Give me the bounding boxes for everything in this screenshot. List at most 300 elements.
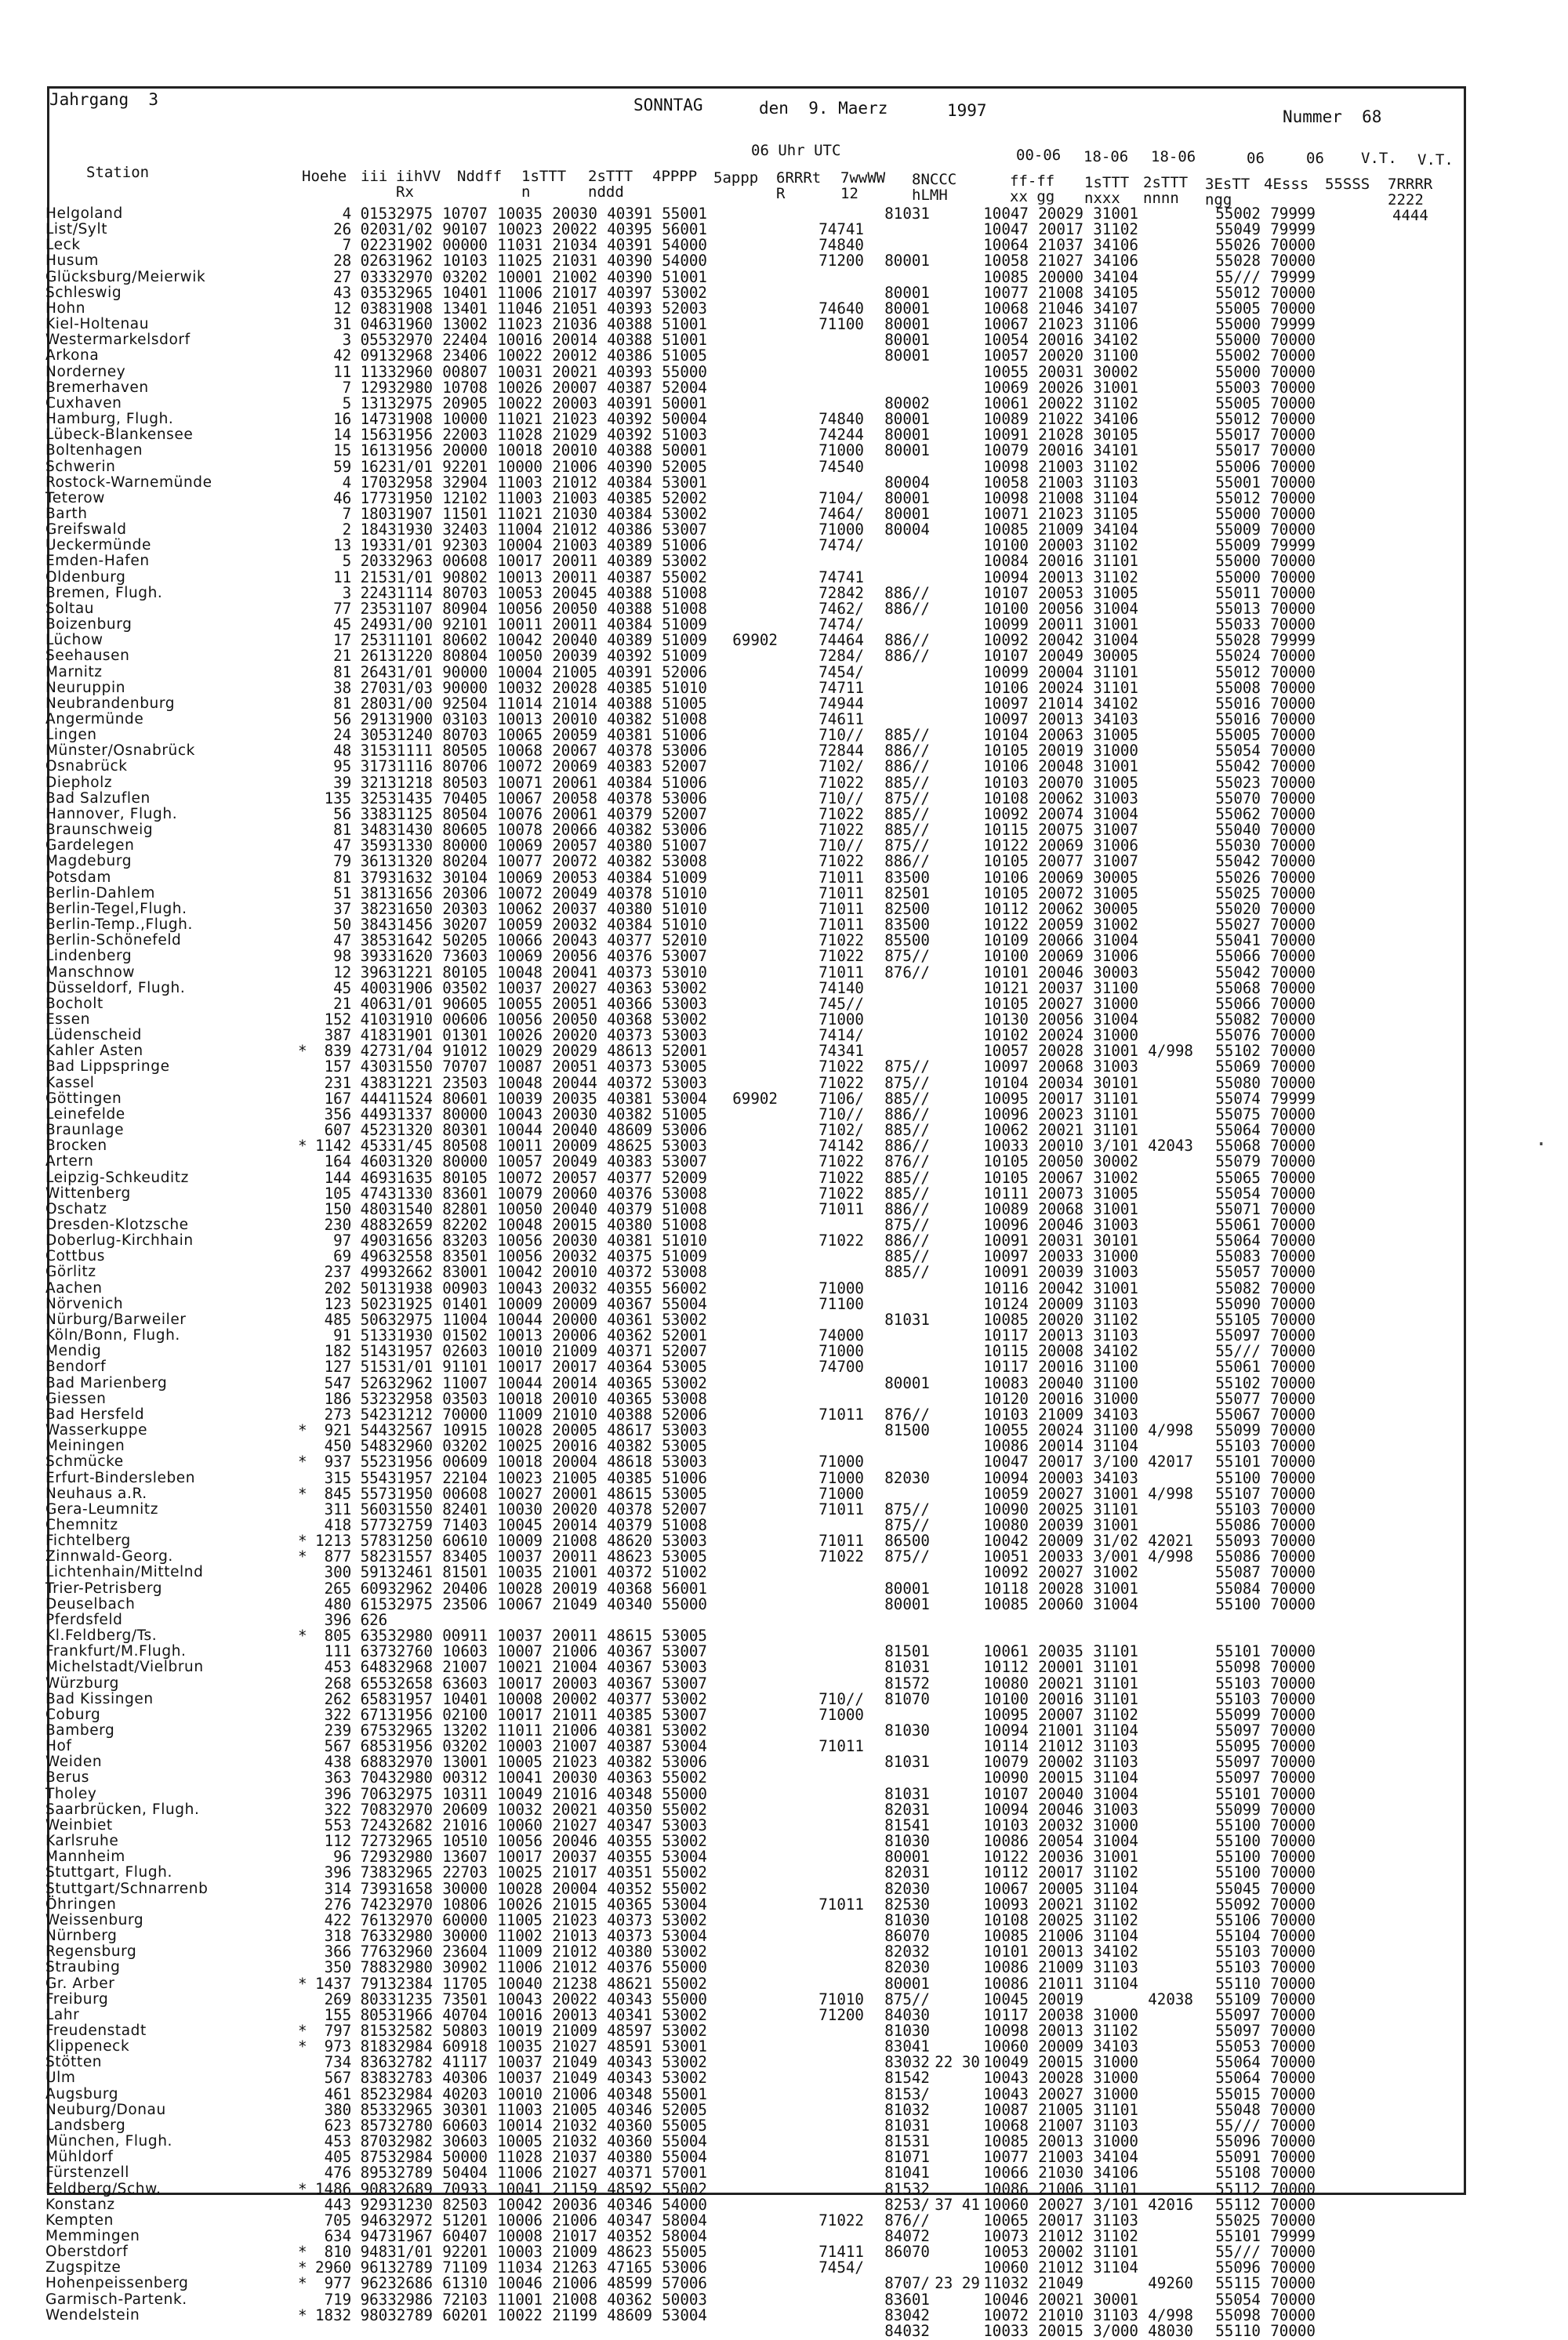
cloud-group — [884, 996, 935, 1012]
max-temperature: 10092 — [983, 631, 1029, 650]
mountain-marker — [298, 2134, 315, 2150]
min-temperature: 20046 — [1038, 963, 1083, 981]
pressure-tendency: 53002 — [662, 2021, 707, 2040]
pressure: 40347 — [607, 2211, 652, 2229]
precipitation — [732, 1581, 818, 1597]
dewpoint: 20010 — [552, 1263, 597, 1282]
snow-group — [1148, 2260, 1215, 2276]
cloud-visibility: 32689 — [387, 2179, 433, 2198]
pressure: 48591 — [607, 2037, 652, 2056]
mountain-marker — [298, 443, 315, 459]
weather: 71000 — [818, 1010, 864, 1029]
sunshine: 55/// — [1215, 1342, 1261, 1361]
max-temperature: 10043 — [983, 2069, 1029, 2088]
dewpoint: 21030 — [552, 504, 597, 523]
cloud-visibility: 31906 — [387, 978, 433, 997]
cloud-group: 876// — [884, 2211, 930, 2229]
wind-group: 80703 — [442, 583, 488, 602]
mountain-marker — [298, 1881, 315, 1897]
sunshine: 55101 — [1215, 1453, 1261, 1471]
cloud-visibility: 32968 — [387, 346, 433, 365]
cloud-visibility: 31950 — [387, 1484, 433, 1503]
cloud-group: 80001 — [884, 1579, 930, 1598]
sunshine: 55080 — [1215, 1073, 1261, 1092]
wind-max — [935, 2087, 983, 2102]
max-temperature: 10064 — [983, 236, 1029, 255]
weather: 7414/ — [818, 1026, 864, 1045]
wind-max — [935, 1202, 983, 1217]
cloud-visibility: 31956 — [387, 426, 433, 444]
sunshine: 55102 — [1215, 1042, 1261, 1061]
ground-group: 31101 — [1093, 1105, 1138, 1123]
max-temperature: 10066 — [983, 2164, 1029, 2182]
sunshine: 55009 — [1215, 521, 1261, 539]
sunshine: 55025 — [1215, 2211, 1261, 2229]
max-temperature: 10085 — [983, 1927, 1029, 1946]
dewpoint: 21013 — [552, 1927, 597, 1946]
pressure: 48599 — [607, 2274, 652, 2293]
mountain-marker — [298, 459, 315, 475]
pressure-tendency: 51010 — [662, 883, 707, 902]
mountain-marker — [298, 1217, 315, 1233]
pressure: 40373 — [607, 1058, 652, 1076]
table-row — [45, 1423, 1325, 1438]
precip-24h: 70000 — [1270, 1784, 1316, 1803]
max-temperature: 10085 — [983, 521, 1029, 539]
cloud-visibility: 32965 — [387, 283, 433, 302]
station-name: Göttingen — [45, 1090, 122, 1107]
weather: 71000 — [818, 1484, 864, 1503]
weather — [818, 1834, 884, 1849]
pressure-tendency: 53003 — [662, 1421, 707, 1440]
station-height: 37 — [333, 899, 352, 918]
cloud-visibility: 32970 — [387, 1800, 433, 1819]
dewpoint: 20029 — [552, 1042, 597, 1061]
ground-group: 31103 — [1093, 1326, 1138, 1345]
snow-group — [1148, 380, 1215, 396]
station-name: Deuselbach — [45, 1595, 136, 1613]
sunshine: 55097 — [1215, 1769, 1261, 1787]
min-temperature: 20015 — [1038, 1769, 1083, 1787]
mountain-marker — [298, 996, 315, 1012]
max-temperature: 10086 — [983, 1437, 1029, 1456]
cloud-group: 82501 — [884, 883, 930, 902]
station-height: 69 — [333, 1247, 352, 1266]
station-index: 870 — [360, 2132, 388, 2151]
snow-group — [1148, 270, 1215, 285]
station-name: Berlin-Schönefeld — [45, 932, 182, 949]
precipitation — [732, 1076, 818, 1091]
table-row — [45, 696, 1325, 712]
min-temperature: 20035 — [1038, 1642, 1083, 1661]
wind-group: 40203 — [442, 2084, 488, 2103]
cloud-visibility: 31957 — [387, 1342, 433, 1361]
max-temperature: 10091 — [983, 426, 1029, 444]
pressure: 40367 — [607, 1674, 652, 1692]
precipitation — [732, 553, 818, 569]
table-row — [45, 1107, 1325, 1123]
wind-group: 81501 — [442, 1563, 488, 1582]
column-header-code: 1sTTT — [1084, 174, 1130, 191]
station-index: 438 — [360, 1073, 388, 1092]
mountain-marker — [298, 854, 315, 869]
station-name: Glücksburg/Meierwik — [45, 268, 206, 285]
ground-group: 31001 — [1093, 1042, 1138, 1061]
station-index: 708 — [360, 1800, 388, 1819]
wind-group: 01401 — [442, 1294, 488, 1313]
station-index: 449 — [360, 1105, 388, 1123]
wind-max — [935, 1692, 983, 1707]
column-header-code: 2sTTT — [1143, 174, 1189, 191]
temperature: 10076 — [497, 804, 543, 823]
weather: 71022 — [818, 1168, 864, 1187]
table-row — [45, 1676, 1325, 1692]
weather — [818, 1312, 884, 1328]
cloud-visibility: 31/01 — [387, 568, 433, 586]
max-temperature: 10122 — [983, 916, 1029, 934]
pressure-tendency: 53002 — [662, 1943, 707, 1961]
cloud-group: 886// — [884, 583, 930, 602]
table-row — [45, 1233, 1325, 1249]
min-temperature: 21037 — [1038, 236, 1083, 255]
group-vt2: V.T. — [1417, 151, 1454, 169]
pressure-tendency: 52002 — [662, 488, 707, 507]
cloud-visibility: 32682 — [387, 1816, 433, 1834]
weather — [818, 1644, 884, 1660]
wind-max — [935, 1644, 983, 1660]
dewpoint: 20011 — [552, 1627, 597, 1645]
precip-24h: 70000 — [1270, 599, 1316, 618]
min-temperature: 21003 — [1038, 2148, 1083, 2167]
precipitation — [732, 1628, 818, 1644]
weather: 71000 — [818, 1453, 864, 1471]
station-index: 875 — [360, 2148, 388, 2167]
mountain-marker — [298, 1344, 315, 1359]
pressure: 48625 — [607, 1137, 652, 1155]
sunshine: 55110 — [1215, 1974, 1261, 1993]
min-temperature: 21049 — [1038, 2274, 1083, 2293]
mountain-marker — [298, 2229, 315, 2244]
precipitation — [732, 1787, 818, 1802]
sunshine: 55093 — [1215, 1532, 1261, 1551]
column-header — [912, 172, 956, 203]
precip-24h: 70000 — [1270, 2148, 1316, 2167]
precipitation — [732, 522, 818, 538]
sunshine: 55011 — [1215, 583, 1261, 602]
mountain-marker — [298, 1660, 315, 1675]
wind-max — [935, 1043, 983, 1059]
dewpoint: 20010 — [552, 710, 597, 728]
ground-group: 31103 — [1093, 1958, 1138, 1977]
cloud-group: 83042 — [884, 2306, 930, 2324]
temperature: 10010 — [497, 2084, 543, 2103]
station-height: 476 — [324, 2164, 352, 2182]
wind-max — [935, 1565, 983, 1580]
precipitation — [732, 1644, 818, 1660]
station-height: 2960 — [315, 2258, 352, 2277]
wind-group: 70405 — [442, 789, 488, 807]
ground-group: 31004 — [1093, 1784, 1138, 1803]
cloud-group: 86500 — [884, 1532, 930, 1551]
cloud-group — [884, 680, 935, 696]
ground-group: 31101 — [1093, 1642, 1138, 1661]
pressure-tendency: 57001 — [662, 2164, 707, 2182]
station-index: 406 — [360, 994, 388, 1013]
wind-group: 23604 — [442, 1943, 488, 1961]
dewpoint: 21006 — [552, 1721, 597, 1740]
table-row — [45, 1928, 1325, 1944]
max-temperature: 10112 — [983, 1658, 1029, 1677]
weather: 710// — [818, 1105, 864, 1123]
min-temperature: 20019 — [1038, 1990, 1083, 2008]
pressure-tendency: 53004 — [662, 1089, 707, 1108]
wind-max — [935, 1549, 983, 1565]
station-name: Teterow — [45, 489, 106, 506]
wind-group: 20000 — [442, 441, 488, 460]
cloud-group: 81542 — [884, 2069, 930, 2088]
station-name: Michelstadt/Vielbrun — [45, 1659, 204, 1676]
station-index: 359 — [360, 836, 388, 855]
temperature: 11003 — [497, 488, 543, 507]
ground-group: 31000 — [1093, 1026, 1138, 1045]
mountain-marker — [298, 1391, 315, 1407]
scan-mark: · — [1535, 1133, 1548, 1156]
table-row — [45, 1407, 1325, 1423]
max-temperature: 10130 — [983, 1010, 1029, 1029]
pressure: 40385 — [607, 488, 652, 507]
mountain-marker — [298, 1944, 315, 1960]
min-temperature: 20017 — [1038, 220, 1083, 239]
precipitation — [732, 1849, 818, 1865]
wind-max — [935, 1028, 983, 1043]
weather: 74944 — [818, 694, 864, 713]
ground-group: 31104 — [1093, 1721, 1138, 1740]
cloud-visibility: 31632 — [387, 868, 433, 887]
year-label: 1997 — [947, 101, 987, 120]
station-index: 235 — [360, 599, 388, 618]
sunshine: 55033 — [1215, 615, 1261, 634]
precipitation — [732, 665, 818, 680]
pressure-tendency: 51010 — [662, 1232, 707, 1250]
cloud-visibility: 31/01 — [387, 536, 433, 555]
column-header — [1388, 176, 1432, 208]
station-height: 300 — [324, 1563, 352, 1582]
min-temperature: 21023 — [1038, 315, 1083, 334]
weather — [818, 2308, 884, 2324]
precipitation — [732, 680, 818, 696]
precip-24h: 70000 — [1270, 2211, 1316, 2229]
max-temperature: 10046 — [983, 2290, 1029, 2309]
cloud-visibility: 32960 — [387, 1943, 433, 1961]
weather: 72842 — [818, 583, 864, 602]
snow-group — [1148, 680, 1215, 696]
table-row — [45, 1707, 1325, 1723]
snow-group — [1148, 522, 1215, 538]
wind-max — [935, 1613, 983, 1628]
wind-max — [935, 1802, 983, 1818]
pressure: 48621 — [607, 1974, 652, 1993]
wind-group: 90000 — [442, 678, 488, 697]
precip-24h: 70000 — [1270, 1910, 1316, 1929]
pressure-tendency: 53008 — [662, 1184, 707, 1203]
min-temperature: 20033 — [1038, 1547, 1083, 1566]
dewpoint: 20069 — [552, 757, 597, 776]
sunshine: 55112 — [1215, 2179, 1261, 2198]
weather: 710// — [818, 1689, 864, 1708]
max-temperature: 10095 — [983, 1705, 1029, 1724]
station-height: 607 — [324, 1121, 352, 1140]
temperature: 10013 — [497, 568, 543, 586]
precip-24h: 79999 — [1270, 631, 1316, 650]
dewpoint: 20000 — [552, 1310, 597, 1329]
wind-group: 00903 — [442, 1279, 488, 1297]
temperature: 10048 — [497, 963, 543, 981]
pressure-tendency: 53007 — [662, 521, 707, 539]
precip-24h: 70000 — [1270, 1389, 1316, 1408]
pressure: 40348 — [607, 1784, 652, 1803]
precipitation — [732, 1707, 818, 1723]
cloud-group — [884, 553, 935, 569]
pressure: 40365 — [607, 1895, 652, 1914]
table-row — [45, 222, 1325, 238]
temperature: 10060 — [497, 1816, 543, 1834]
temperature: 10037 — [497, 1547, 543, 1566]
station-name: Wendelstein — [45, 2306, 140, 2324]
min-temperature: 20021 — [1038, 1121, 1083, 1140]
mountain-marker: * — [298, 1453, 307, 1471]
mountain-marker — [298, 1928, 315, 1944]
snow-group — [1148, 1391, 1215, 1407]
snow-group — [1148, 2055, 1215, 2070]
wind-group: 10401 — [442, 1689, 488, 1708]
cloud-visibility: 31212 — [387, 1405, 433, 1424]
precipitation — [732, 2165, 818, 2181]
dewpoint: 20040 — [552, 631, 597, 650]
precipitation — [732, 601, 818, 617]
cloud-visibility: 32567 — [387, 1421, 433, 1440]
sunshine: 55109 — [1215, 1990, 1261, 2008]
snow-group — [1148, 2039, 1215, 2055]
pressure-tendency: 55002 — [662, 1769, 707, 1787]
cloud-visibility: 31107 — [387, 599, 433, 618]
station-name: Fichtelberg — [45, 1533, 131, 1550]
station-height: 127 — [324, 1358, 352, 1377]
precip-24h: 70000 — [1270, 1468, 1316, 1487]
precip-24h: 70000 — [1270, 883, 1316, 902]
ground-group: 31102 — [1093, 536, 1138, 555]
station-height: 350 — [324, 1958, 352, 1977]
mountain-marker — [298, 238, 315, 253]
precip-24h: 70000 — [1270, 852, 1316, 871]
weather — [818, 1802, 884, 1818]
temperature: 10011 — [497, 1137, 543, 1155]
station-height: 50 — [333, 916, 352, 934]
cloud-visibility: 31337 — [387, 1105, 433, 1123]
snow-group — [1148, 886, 1215, 902]
ground-group: 31001 — [1093, 1848, 1138, 1867]
station-index: 513 — [360, 1326, 388, 1345]
pressure-tendency: 53003 — [662, 1816, 707, 1834]
weather — [818, 2150, 884, 2165]
wind-group: 92101 — [442, 615, 488, 634]
pressure-tendency: 54000 — [662, 236, 707, 255]
station-index: 514 — [360, 1342, 388, 1361]
table-row — [45, 1739, 1325, 1754]
wind-max — [935, 727, 983, 743]
temperature: 10022 — [497, 346, 543, 365]
min-temperature: 20020 — [1038, 346, 1083, 365]
snow-group — [1148, 2292, 1215, 2308]
wind-max — [935, 965, 983, 981]
sunshine: 55064 — [1215, 2069, 1261, 2088]
station-height: 3 — [342, 331, 352, 350]
dewpoint: 21017 — [552, 2227, 597, 2245]
cloud-visibility: 31111 — [387, 742, 433, 760]
temperature: 10056 — [497, 1010, 543, 1029]
cloud-group: 875// — [884, 789, 930, 807]
wind-max — [935, 506, 983, 522]
cloud-group — [884, 712, 935, 727]
ground-group: 31000 — [1093, 2005, 1138, 2024]
sunshine: 55040 — [1215, 821, 1261, 840]
weather: 710// — [818, 726, 864, 745]
wind-group: 11705 — [442, 1974, 488, 1993]
mountain-marker — [298, 2292, 315, 2308]
mountain-marker — [298, 2118, 315, 2134]
wind-group: 10708 — [442, 378, 488, 397]
weather — [818, 2070, 884, 2086]
cloud-group — [884, 1028, 935, 1043]
weather: 710// — [818, 789, 864, 807]
station-height: 380 — [324, 2100, 352, 2119]
column-header — [361, 169, 387, 184]
station-index: 499 — [360, 1263, 388, 1282]
station-index: 253 — [360, 631, 388, 650]
wind-group: 00606 — [442, 1010, 488, 1029]
precipitation — [732, 1328, 818, 1344]
station-name: Mühldorf — [45, 2149, 114, 2166]
pressure: 40378 — [607, 883, 652, 902]
precip-24h: 70000 — [1270, 1689, 1316, 1708]
table-row — [45, 1376, 1325, 1391]
snow-group — [1148, 2182, 1215, 2197]
min-temperature: 20040 — [1038, 1784, 1083, 1803]
pressure-tendency: 51010 — [662, 916, 707, 934]
station-index: 818 — [360, 2037, 388, 2056]
observation-table — [45, 206, 1325, 2339]
column-header — [588, 169, 633, 200]
ground-group: 31000 — [1093, 1389, 1138, 1408]
station-height: 237 — [324, 1263, 352, 1282]
sunshine: 55098 — [1215, 2306, 1261, 2324]
station-index: 635 — [360, 1627, 388, 1645]
precipitation — [732, 1944, 818, 1960]
min-temperature: 21001 — [1038, 1721, 1083, 1740]
sunshine: 55100 — [1215, 1863, 1261, 1882]
wind-max — [935, 1376, 983, 1391]
snow-group — [1148, 1059, 1215, 1075]
ground-group: 31101 — [1093, 2243, 1138, 2262]
weather: 71022 — [818, 821, 864, 840]
sunshine: 55013 — [1215, 599, 1261, 618]
station-height: 81 — [333, 694, 352, 713]
sunshine: 55066 — [1215, 947, 1261, 966]
ground-group: 31007 — [1093, 821, 1138, 840]
wind-group: 10000 — [442, 410, 488, 429]
ground-group: 31001 — [1093, 757, 1138, 776]
min-temperature: 20021 — [1038, 1674, 1083, 1692]
column-header-code: Hoehe — [302, 168, 347, 185]
